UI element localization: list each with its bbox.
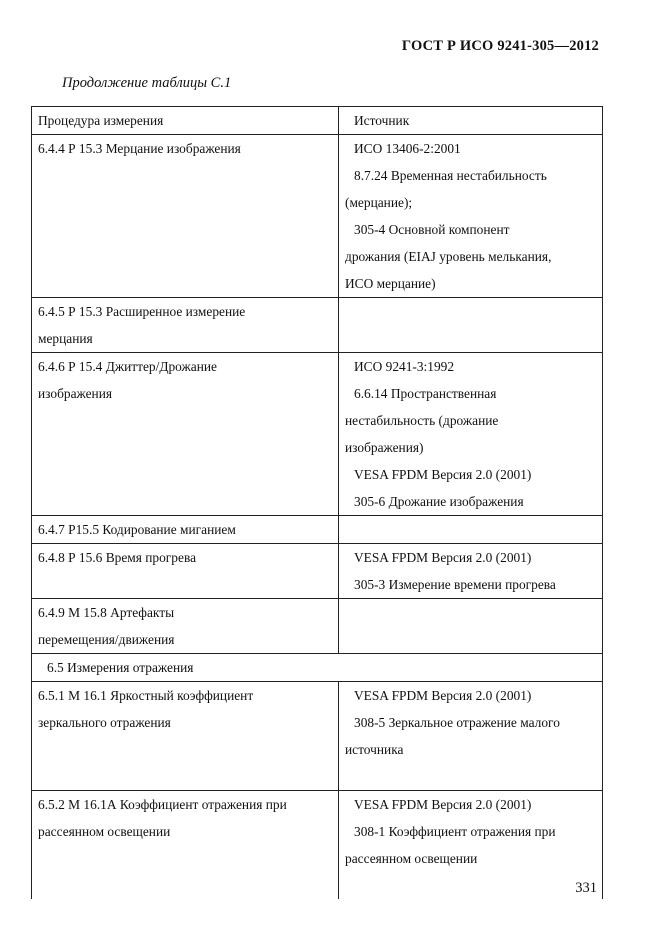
source-cell: VESA FPDM Версия 2.0 (2001) 308-1 Коэффициент отражения при рассеянном освещении xyxy=(339,791,603,900)
table-row xyxy=(32,544,603,599)
procedure-cell: 6.4.7 Р15.5 Кодирование миганием xyxy=(32,516,339,544)
section-heading-row xyxy=(32,654,603,682)
source-cell: ИСО 13406-2:2001 8.7.24 Временная нестабильность (мерцание); 305-4 Основной компонент дрожания (EIAJ уровень мелькания, ИСО мерцание) xyxy=(339,135,603,298)
source-cell xyxy=(339,599,603,654)
section-heading: 6.5 Измерения отражения xyxy=(32,654,603,682)
source-cell: VESA FPDM Версия 2.0 (2001) 305-3 Измерение времени прогрева xyxy=(339,544,603,599)
procedure-cell: 6.5.1 М 16.1 Яркостный коэффициент зеркального отражения xyxy=(32,682,339,791)
table-row xyxy=(32,135,603,298)
column-header-source: Источник xyxy=(339,107,603,135)
source-cell: VESA FPDM Версия 2.0 (2001) 308-5 Зеркальное отражение малого источника xyxy=(339,682,603,791)
procedure-cell: 6.4.8 Р 15.6 Время прогрева xyxy=(32,544,339,599)
table-header-row xyxy=(32,107,603,135)
procedure-cell: 6.4.4 Р 15.3 Мерцание изображения xyxy=(32,135,339,298)
table-row xyxy=(32,353,603,516)
table-row xyxy=(32,682,603,791)
source-cell xyxy=(339,298,603,353)
procedure-cell: 6.4.9 М 15.8 Артефакты перемещения/движения xyxy=(32,599,339,654)
procedure-cell: 6.5.2 М 16.1А Коэффициент отражения при рассеянном освещении xyxy=(32,791,339,900)
measurement-table xyxy=(31,106,603,899)
procedure-cell: 6.4.5 Р 15.3 Расширенное измерение мерцания xyxy=(32,298,339,353)
procedure-cell: 6.4.6 Р 15.4 Джиттер/Дрожание изображения xyxy=(32,353,339,516)
table-row xyxy=(32,791,603,900)
source-cell: ИСО 9241-3:1992 6.6.14 Пространственная нестабильность (дрожание изображения) VESA FPDM Версия 2.0 (2001) 305-6 Дрожание изображения xyxy=(339,353,603,516)
table-row xyxy=(32,298,603,353)
table-row xyxy=(32,516,603,544)
document-header: ГОСТ Р ИСО 9241-305—2012 xyxy=(401,38,599,54)
table-row xyxy=(32,599,603,654)
source-cell xyxy=(339,516,603,544)
table-caption: Продолжение таблицы С.1 xyxy=(62,75,232,91)
page-number: 331 xyxy=(575,880,597,896)
column-header-procedure: Процедура измерения xyxy=(32,107,339,135)
